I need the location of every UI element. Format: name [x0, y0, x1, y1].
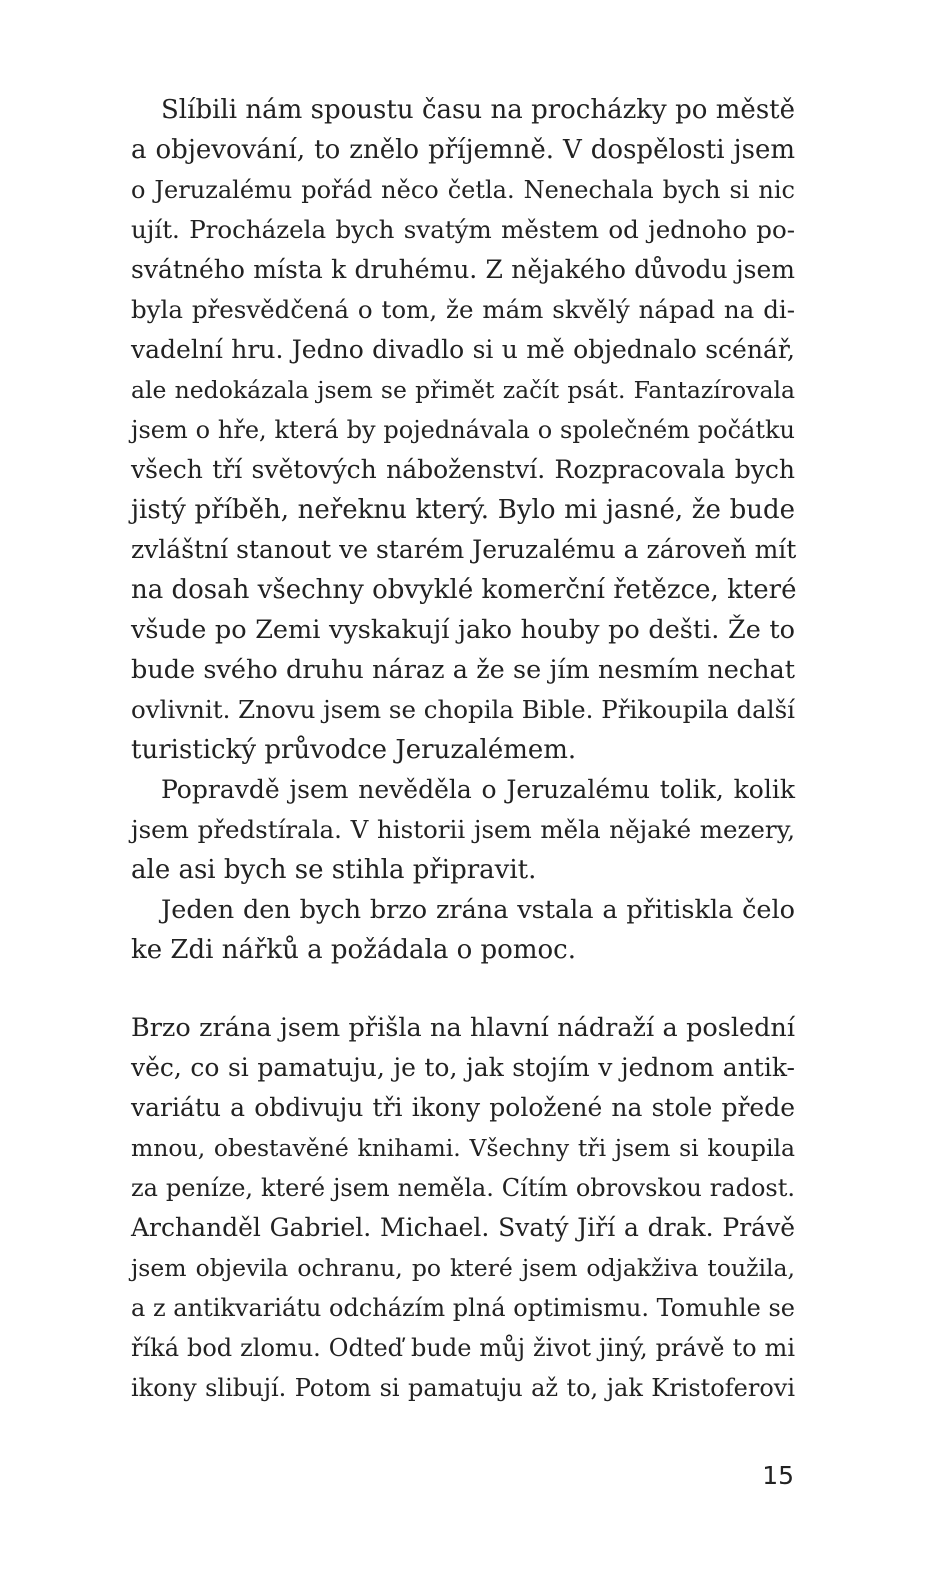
text-line: jistý příběh, neřeknu který. Bylo mi jasné, že bude: [131, 495, 795, 525]
text-line: ale asi bych se stihla připravit.: [131, 855, 537, 885]
text-line: věc, co si pamatuju, je to, jak stojím v jednom antik-: [131, 1053, 795, 1082]
text-line: o Jeruzalému pořád něco četla. Nenechala bych si nic: [131, 176, 795, 204]
text-line: říká bod zlomu. Odteď bude můj život jiný, právě to mi: [131, 1334, 795, 1362]
page-number: 15: [762, 1461, 794, 1490]
text-line: Archanděl Gabriel. Michael. Svatý Jiří a drak. Právě: [131, 1213, 795, 1242]
text-line: Brzo zrána jsem přišla na hlavní nádraží a poslední: [131, 1013, 795, 1043]
text-line: ke Zdi nářků a požádala o pomoc.: [131, 935, 576, 965]
paragraph-1: [131, 90, 795, 770]
text-line: mnou, obestavěné knihami. Všechny tři jsem si koupila: [131, 1134, 795, 1162]
text-line: bude svého druhu náraz a že se jím nesmím nechat: [131, 655, 795, 685]
text-line: všech tří světových náboženství. Rozpracovala bych: [131, 455, 795, 484]
text-line: Slíbili nám spoustu času na procházky po městě: [161, 95, 795, 125]
text-line: všude po Zemi vyskakují jako houby po dešti. Že to: [131, 615, 795, 645]
text-line: za peníze, které jsem neměla. Cítím obrovskou radost.: [131, 1174, 795, 1202]
text-line: jsem předstírala. V historii jsem měla nějaké mezery,: [131, 815, 795, 844]
text-line: variátu a obdivuju tři ikony položené na stole přede: [131, 1093, 795, 1122]
text-line: ujít. Procházela bych svatým městem od jednoho po-: [131, 215, 795, 244]
text-line: na dosah všechny obvyklé komerční řetězce, které: [131, 575, 797, 605]
text-line: a z antikvariátu odcházím plná optimismu. Tomuhle se: [131, 1294, 795, 1322]
paragraph-2: [131, 770, 795, 890]
text-line: zvláštní stanout ve starém Jeruzalému a zároveň mít: [131, 535, 797, 564]
text-line: ale nedokázala jsem se přimět začít psát. Fantazírovala: [131, 376, 795, 404]
text-line: jsem o hře, která by pojednávala o společném počátku: [131, 416, 795, 444]
text-line: jsem objevila ochranu, po které jsem odjakživa toužila,: [131, 1254, 795, 1282]
text-line: Popravdě jsem nevěděla o Jeruzalému tolik, kolik: [161, 775, 795, 804]
text-line: a objevování, to znělo příjemně. V dospělosti jsem: [131, 135, 795, 165]
text-line: svátného místa k druhému. Z nějakého důvodu jsem: [131, 255, 795, 284]
paragraph-3: [131, 890, 795, 970]
paragraph-4: [131, 1008, 795, 1408]
text-line: turistický průvodce Jeruzalémem.: [131, 735, 577, 765]
text-line: vadelní hru. Jedno divadlo si u mě objednalo scénář,: [131, 335, 795, 364]
text-line: ovlivnit. Znovu jsem se chopila Bible. Přikoupila další: [131, 695, 795, 724]
text-line: ikony slibují. Potom si pamatuju až to, jak Kristoferovi: [131, 1374, 795, 1402]
text-line: Jeden den bych brzo zrána vstala a přitiskla čelo: [161, 895, 795, 925]
text-line: byla přesvědčená o tom, že mám skvělý nápad na di-: [131, 295, 795, 324]
